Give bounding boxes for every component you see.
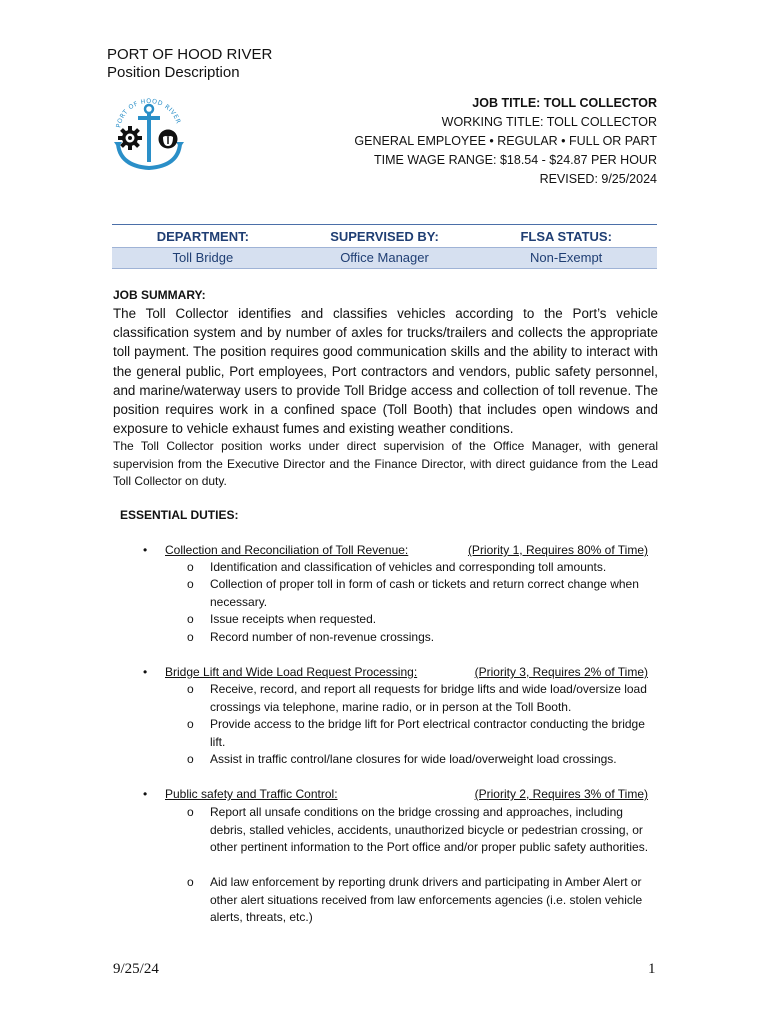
- flsa-status-value: Non-Exempt: [530, 250, 603, 265]
- duty-heading: [143, 786, 648, 803]
- duty-title: Public safety and Traffic Control:: [165, 787, 338, 801]
- duty-sub-item: o Issue receipts when requested.: [187, 612, 377, 626]
- port-logo: [108, 92, 190, 174]
- port-logo-emblem: [108, 92, 190, 174]
- job-title-block: [354, 94, 657, 189]
- org-name: PORT OF HOOD RIVER: [107, 46, 273, 63]
- duty-title: Collection and Reconciliation of Toll Revenue:: [165, 543, 409, 557]
- logo-ring-text: PORT OF HOOD RIVER: [115, 97, 182, 129]
- duty-heading: [143, 542, 648, 559]
- bullet-marker: •: [143, 543, 148, 557]
- duty-sub-item: o Identification and classification of vehicles and corresponding toll amounts.: [187, 560, 607, 574]
- gear-icon: [118, 126, 142, 150]
- department-table: [112, 224, 657, 269]
- duty-sub-item: o Assist in traffic control/lane closures for wide load/overweight load crossings.: [187, 752, 617, 766]
- department-table-header: [112, 225, 657, 247]
- page-number: 1: [648, 961, 656, 977]
- department-header: DEPARTMENT:: [156, 229, 249, 244]
- employee-classification: GENERAL EMPLOYEE • REGULAR • FULL OR PART: [354, 134, 657, 148]
- revised-date: REVISED: 9/25/2024: [539, 172, 657, 186]
- duty-sub-item: o Report all unsafe conditions on the bridge crossing and approaches, including debris, stalled vehicles, accidents, unauthorized bicycle or pedestrian crossing, or other pertinent information to the Port office and/or proper public safety authorities.: [187, 805, 649, 854]
- essential-duties-label: ESSENTIAL DUTIES:: [120, 508, 239, 522]
- org-header: [107, 46, 272, 82]
- working-title: WORKING TITLE: TOLL COLLECTOR: [441, 115, 657, 129]
- duty-heading: [143, 664, 648, 681]
- job-summary-label: JOB SUMMARY:: [113, 288, 206, 302]
- footer-date: 9/25/24: [113, 961, 159, 977]
- doc-type: Position Description: [107, 64, 240, 81]
- job-summary-paragraph: The Toll Collector identifies and classifies vehicles according to the Port’s vehicle classification system and by number of axles for trucks/trailers and collects the appropriate toll payment. The position requires good communication skills and the ability to interact with the general public, Port employees, Port contractors and vendors, public safety personnel, and marine/waterway users to provide Toll Bridge access and collection of toll revenue. The position requires work in a confined space (Toll Booth) that includes open windows and exposure to vehicle exhaust fumes and existing weather conditions.: [113, 306, 658, 437]
- supervised-by-value: Office Manager: [340, 250, 429, 265]
- bullet-marker: •: [143, 787, 148, 801]
- bullet-marker: •: [143, 665, 148, 679]
- wage-range: TIME WAGE RANGE: $18.54 - $24.87 PER HOUR: [374, 153, 657, 167]
- duty-priority: (Priority 3, Requires 2% of Time): [474, 665, 648, 679]
- department-value: Toll Bridge: [172, 250, 234, 265]
- apple-icon: [159, 130, 178, 149]
- duty-sub-item: o Provide access to the bridge lift for Port electrical contractor conducting the bridge lift.: [187, 717, 645, 749]
- duty-sub-item: o Collection of proper toll in form of cash or tickets and return correct change when necessary.: [187, 577, 639, 609]
- duty-sub-item: o Aid law enforcement by reporting drunk drivers and participating in Amber Alert or other alert situations received from law enforcements agencies (i.e. stolen vehicle alerts, threats, etc.): [187, 875, 643, 924]
- duty-title: Bridge Lift and Wide Load Request Processing:: [165, 665, 418, 679]
- supervised-by-header: SUPERVISED BY:: [330, 229, 439, 244]
- duty-priority: (Priority 2, Requires 3% of Time): [474, 787, 648, 801]
- supervision-paragraph: The Toll Collector position works under direct supervision of the Office Manager, with general supervision from the Executive Director and the Finance Director, with direct guidance from the Lead Toll Collector on duty.: [113, 439, 658, 488]
- duty-priority: (Priority 1, Requires 80% of Time): [467, 543, 648, 557]
- duty-sub-item: o Receive, record, and report all requests for bridge lifts and wide load/oversize load crossings via telephone, marine radio, or in person at the Toll Booth.: [187, 682, 647, 714]
- duty-sub-item: o Record number of non-revenue crossings.: [187, 630, 435, 644]
- flsa-status-header: FLSA STATUS:: [520, 229, 612, 244]
- department-table-values: [112, 247, 657, 269]
- job-title: JOB TITLE: TOLL COLLECTOR: [472, 96, 657, 110]
